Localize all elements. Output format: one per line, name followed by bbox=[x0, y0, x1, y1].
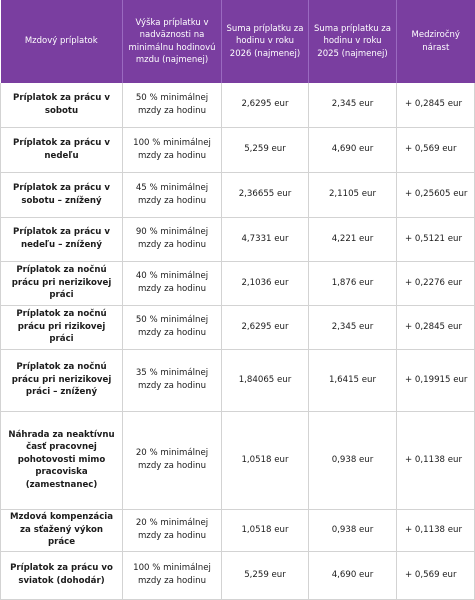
header-row bbox=[1, 0, 475, 83]
growth-amount: + 0,2276 eur bbox=[397, 261, 475, 305]
amount-2026: 2,6295 eur bbox=[222, 83, 309, 127]
amount-2026: 1,0518 eur bbox=[222, 411, 309, 509]
amount-2025: 0,938 eur bbox=[309, 509, 397, 551]
surcharge-name: Príplatok za prácu v sobotu – znížený bbox=[1, 172, 123, 217]
amount-2026: 2,1036 eur bbox=[222, 261, 309, 305]
surcharge-name: Príplatok za nočnú prácu pri nerizikovej práci – znížený bbox=[1, 349, 123, 411]
surcharge-name: Príplatok za nočnú prácu pri nerizikovej práci bbox=[1, 261, 123, 305]
header-amount-2025: Suma príplatku za hodinu v roku 2025 (najmenej) bbox=[309, 0, 397, 83]
header-amount-2026: Suma príplatku za hodinu v roku 2026 (najmenej) bbox=[222, 0, 309, 83]
growth-amount: + 0,1138 eur bbox=[397, 411, 475, 509]
growth-amount: + 0,2845 eur bbox=[397, 83, 475, 127]
amount-2025: 2,1105 eur bbox=[309, 172, 397, 217]
growth-amount: + 0,569 eur bbox=[397, 127, 475, 172]
amount-2026: 2,6295 eur bbox=[222, 305, 309, 349]
growth-amount: + 0,569 eur bbox=[397, 551, 475, 599]
amount-2026: 1,84065 eur bbox=[222, 349, 309, 411]
surcharge-share: 100 % minimálnej mzdy za hodinu bbox=[123, 551, 222, 599]
table-row bbox=[1, 83, 475, 127]
table-header bbox=[1, 0, 475, 83]
surcharge-name: Príplatok za prácu v nedeľu bbox=[1, 127, 123, 172]
table-row bbox=[1, 305, 475, 349]
growth-amount: + 0,1138 eur bbox=[397, 509, 475, 551]
table-row bbox=[1, 127, 475, 172]
amount-2025: 1,876 eur bbox=[309, 261, 397, 305]
table-row bbox=[1, 509, 475, 551]
header-year-over-year-growth: Medziročný nárast bbox=[397, 0, 475, 83]
amount-2025: 2,345 eur bbox=[309, 83, 397, 127]
table-row bbox=[1, 551, 475, 599]
amount-2026: 4,7331 eur bbox=[222, 217, 309, 261]
growth-amount: + 0,5121 eur bbox=[397, 217, 475, 261]
amount-2026: 1,0518 eur bbox=[222, 509, 309, 551]
table-row bbox=[1, 261, 475, 305]
header-surcharge-type: Mzdový príplatok bbox=[1, 0, 123, 83]
amount-2025: 1,6415 eur bbox=[309, 349, 397, 411]
header-share-of-minimum-wage: Výška príplatku v nadväznosti na minimálnu hodinovú mzdu (najmenej) bbox=[123, 0, 222, 83]
growth-amount: + 0,2845 eur bbox=[397, 305, 475, 349]
table-row bbox=[1, 217, 475, 261]
amount-2026: 5,259 eur bbox=[222, 551, 309, 599]
surcharge-share: 50 % minimálnej mzdy za hodinu bbox=[123, 305, 222, 349]
amount-2026: 2,36655 eur bbox=[222, 172, 309, 217]
amount-2025: 4,690 eur bbox=[309, 127, 397, 172]
table-row bbox=[1, 172, 475, 217]
table-row bbox=[1, 349, 475, 411]
surcharge-name: Náhrada za neaktívnu časť pracovnej pohotovosti mimo pracoviska (zamestnanec) bbox=[1, 411, 123, 509]
surcharge-share: 35 % minimálnej mzdy za hodinu bbox=[123, 349, 222, 411]
amount-2025: 2,345 eur bbox=[309, 305, 397, 349]
surcharge-share: 20 % minimálnej mzdy za hodinu bbox=[123, 411, 222, 509]
surcharge-name: Príplatok za prácu v nedeľu – znížený bbox=[1, 217, 123, 261]
amount-2025: 0,938 eur bbox=[309, 411, 397, 509]
amount-2026: 5,259 eur bbox=[222, 127, 309, 172]
amount-2025: 4,221 eur bbox=[309, 217, 397, 261]
amount-2025: 4,690 eur bbox=[309, 551, 397, 599]
surcharge-share: 50 % minimálnej mzdy za hodinu bbox=[123, 83, 222, 127]
surcharge-share: 20 % minimálnej mzdy za hodinu bbox=[123, 509, 222, 551]
growth-amount: + 0,19915 eur bbox=[397, 349, 475, 411]
surcharge-name: Príplatok za prácu vo sviatok (dohodár) bbox=[1, 551, 123, 599]
table-body bbox=[1, 83, 475, 599]
surcharge-share: 100 % minimálnej mzdy za hodinu bbox=[123, 127, 222, 172]
surcharge-share: 90 % minimálnej mzdy za hodinu bbox=[123, 217, 222, 261]
surcharge-name: Príplatok za prácu v sobotu bbox=[1, 83, 123, 127]
surcharge-name: Príplatok za nočnú prácu pri rizikovej práci bbox=[1, 305, 123, 349]
surcharge-name: Mzdová kompenzácia za sťažený výkon práce bbox=[1, 509, 123, 551]
table-row bbox=[1, 411, 475, 509]
surcharge-share: 45 % minimálnej mzdy za hodinu bbox=[123, 172, 222, 217]
surcharge-share: 40 % minimálnej mzdy za hodinu bbox=[123, 261, 222, 305]
growth-amount: + 0,25605 eur bbox=[397, 172, 475, 217]
